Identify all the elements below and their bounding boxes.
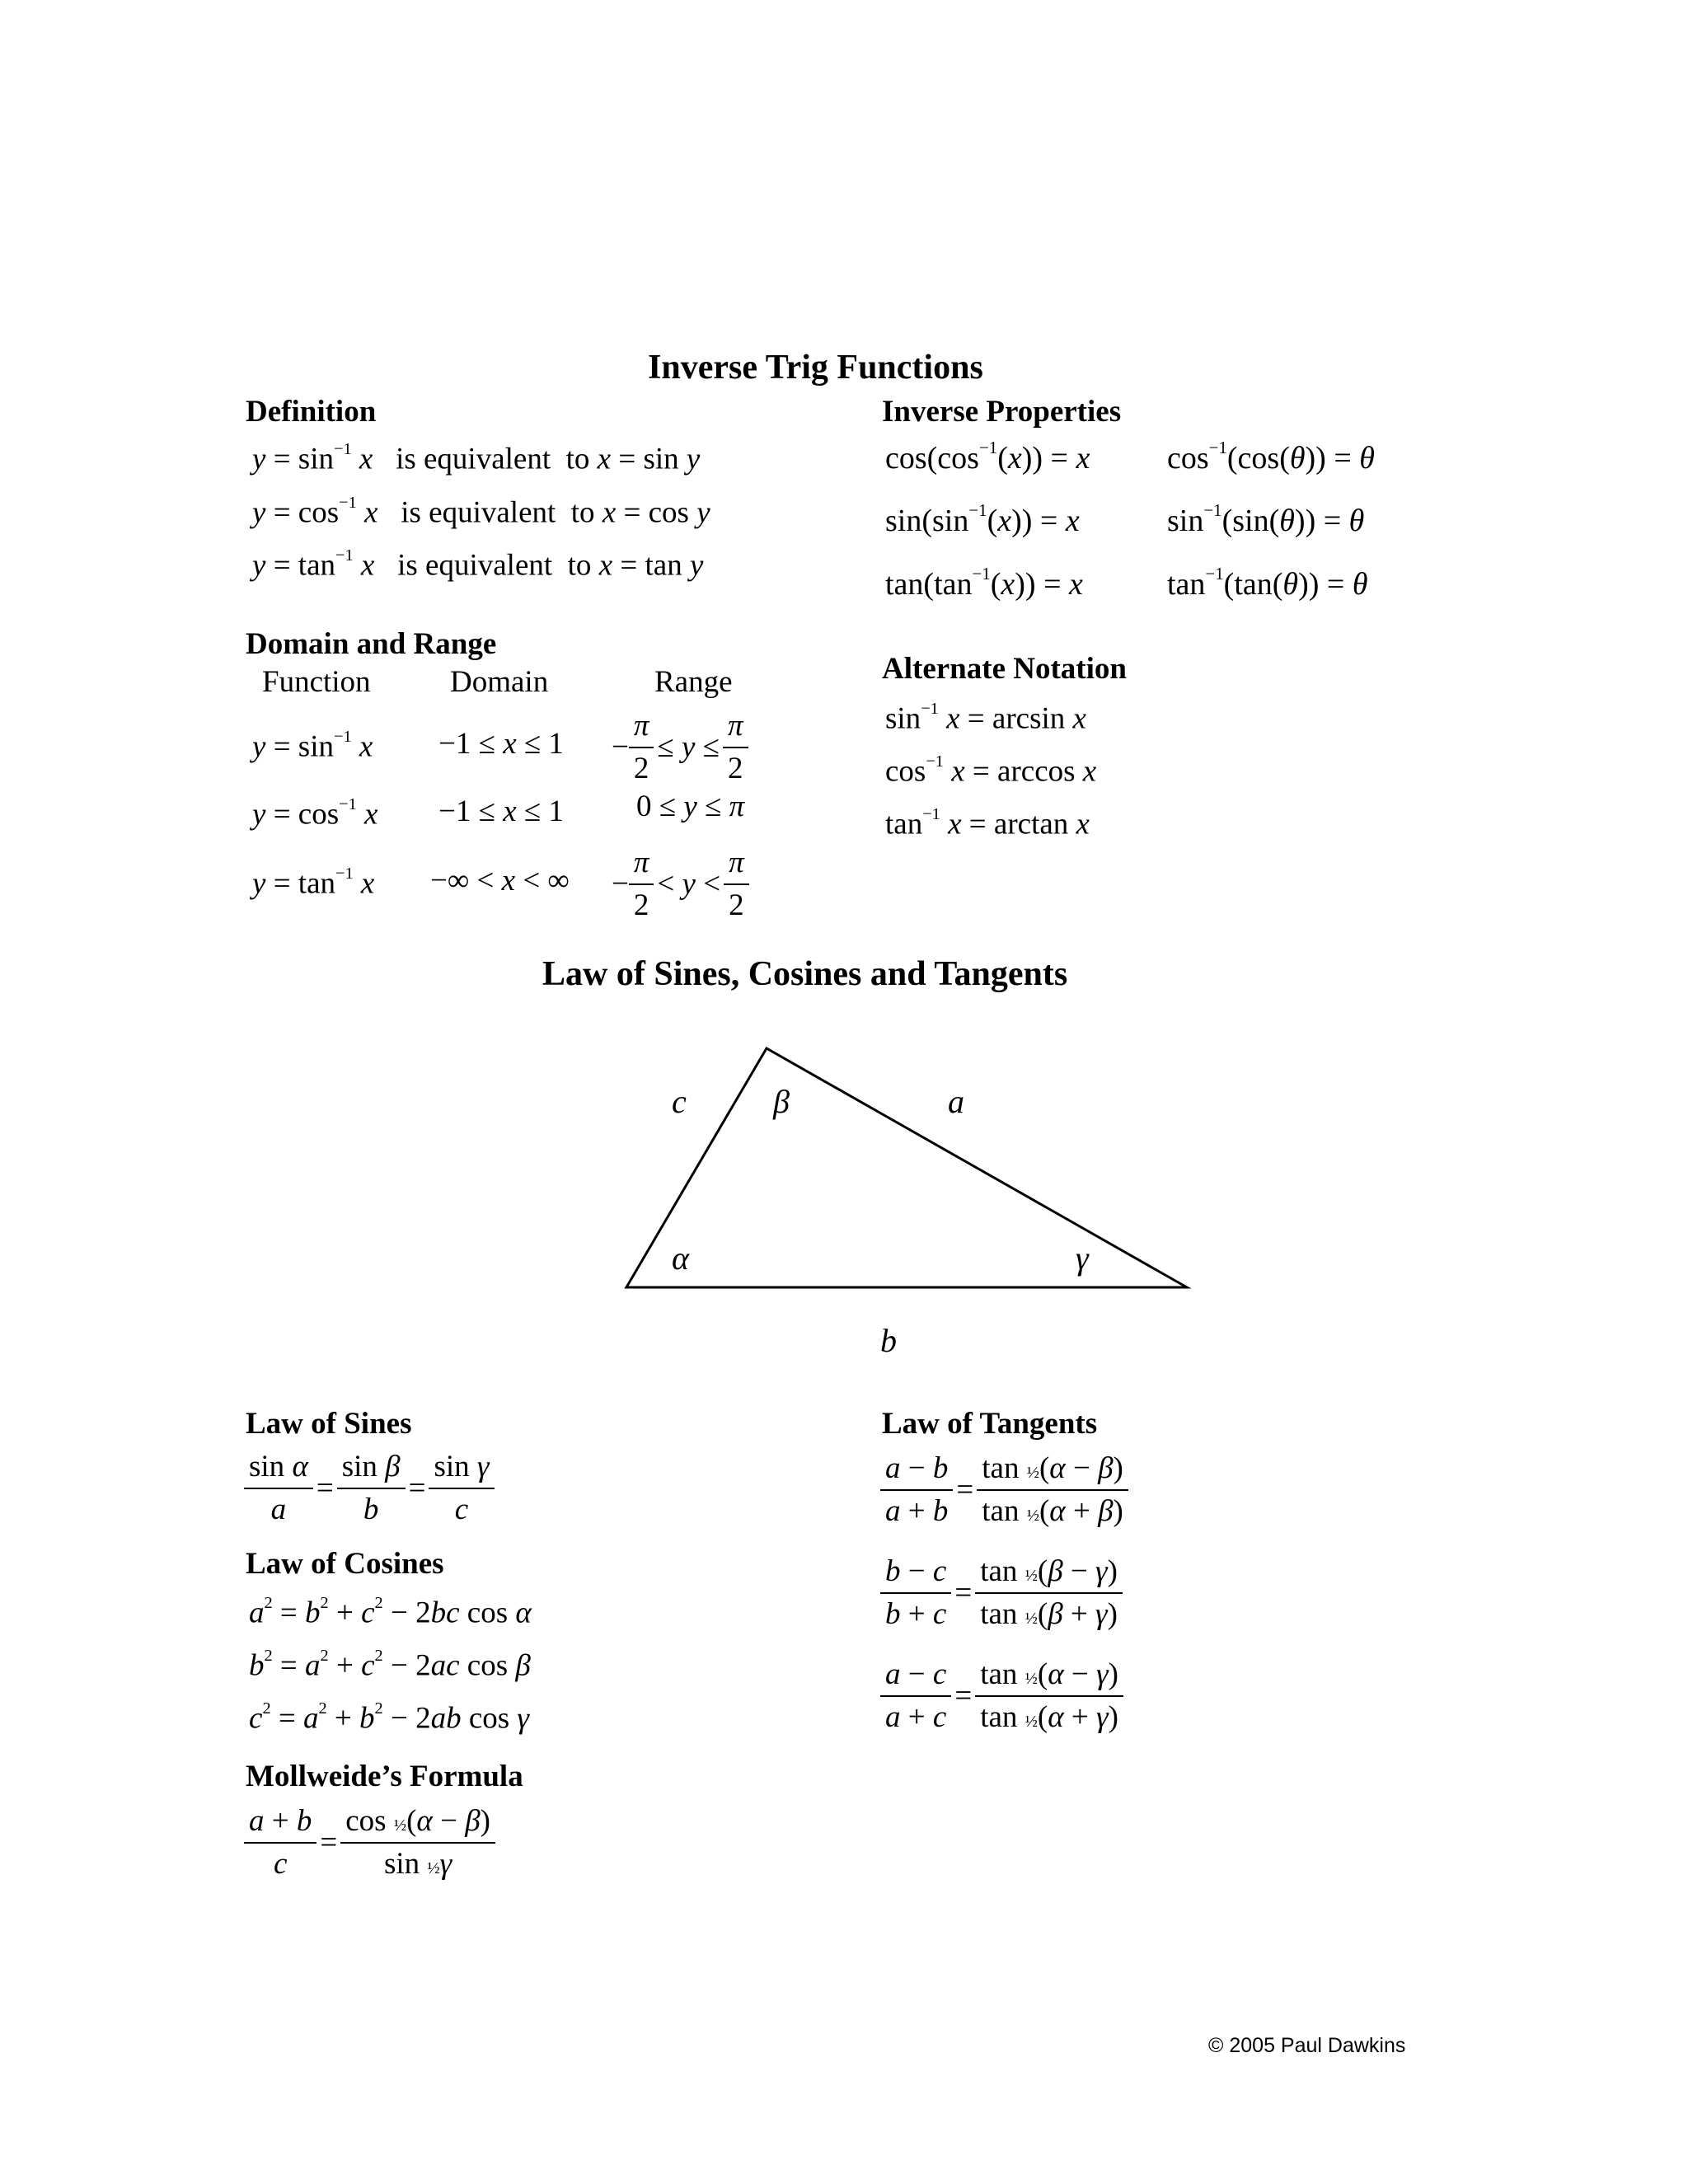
dr-function-cos: $y = \cos^{-1} x$ <box>252 795 378 832</box>
property-tan-x: $\tan(\tan^{-1}(x)) = x$ <box>885 564 1083 602</box>
property-sin-theta: $\sin^{-1}(\sin(\theta)) = \theta$ <box>1167 500 1365 538</box>
inverse-properties-heading: Inverse Properties <box>882 395 1122 429</box>
triangle-shape <box>626 1048 1187 1287</box>
property-tan-theta: $\tan^{-1}(\tan(\theta)) = \theta$ <box>1167 564 1368 602</box>
equivalent-text: is equivalent <box>397 548 553 583</box>
law-of-sines-formula: $\frac{\text{sin α}}{a}$ = $\frac{\text{sin β}}{b}$ = $\frac{\text{sin γ}}{c}$ <box>244 1446 495 1530</box>
definition-sin: $y = \sin^{-1} x$ is equivalent to x = sin y <box>252 440 701 476</box>
definition-tan: $y = \tan^{-1} x$ is equivalent to x = tan y <box>252 546 704 583</box>
triangle-diagram <box>610 1030 1203 1376</box>
angle-gamma-label: γ <box>1076 1240 1089 1277</box>
notation-arccos: $\cos^{-1} x = \arccos x$ <box>885 752 1097 789</box>
mollweide-heading: Mollweide’s Formula <box>246 1760 523 1793</box>
dr-domain-sin: −1 ≤ x ≤ 1 <box>438 727 564 761</box>
dr-function-sin: $y = \sin^{-1} x$ <box>252 728 373 764</box>
law-of-tangents-heading: Law of Tangents <box>882 1407 1098 1441</box>
definition-heading: Definition <box>246 395 377 429</box>
angle-beta-label: β <box>773 1083 790 1120</box>
equivalent-text: is equivalent <box>396 442 551 476</box>
law-of-cosines-c: $c^2 = a^2 + b^2 - 2ab$ cos γ <box>249 1699 529 1736</box>
property-cos-theta: $\cos^{-1}(\cos(\theta)) = \theta$ <box>1167 438 1375 476</box>
column-domain: Domain <box>450 665 549 699</box>
law-of-tangents-ab: $\frac{a - b}{a + b}$ = $\frac{\text{tan ½(α − β)}}{\text{tan ½(α + β)}}$ <box>880 1448 1128 1532</box>
laws-title: Law of Sines, Cosines and Tangents <box>542 955 1068 993</box>
law-of-cosines-heading: Law of Cosines <box>246 1547 444 1581</box>
dr-domain-cos: −1 ≤ x ≤ 1 <box>438 794 564 828</box>
property-cos-x: $\cos(\cos^{-1}(x)) = x$ <box>885 438 1090 476</box>
to-text: to <box>567 548 592 583</box>
law-of-sines-heading: Law of Sines <box>246 1407 412 1441</box>
angle-alpha-label: α <box>672 1240 689 1277</box>
notation-arcsin: $\sin^{-1} x = \arcsin x$ <box>885 700 1086 736</box>
notation-arctan: $\tan^{-1} x = \arctan x$ <box>885 805 1090 841</box>
dr-domain-tan: −∞ < x < ∞ <box>430 864 570 898</box>
column-range: Range <box>654 665 733 699</box>
copyright-notice: © 2005 Paul Dawkins <box>1208 2034 1406 2057</box>
dr-range-tan: − $\frac{\pi}{2}$ < y < $\frac{\pi}{2}$ <box>612 842 749 926</box>
side-c-label: c <box>672 1083 687 1120</box>
law-of-tangents-ac: $\frac{a - c}{a + c}$ = $\frac{\text{tan ½(α − γ)}}{\text{tan ½(α + γ)}}$ <box>880 1654 1123 1738</box>
domain-range-heading: Domain and Range <box>246 627 497 661</box>
property-sin-x: $\sin(\sin^{-1}(x)) = x$ <box>885 500 1080 538</box>
to-text: to <box>565 442 590 476</box>
column-function: Function <box>262 665 371 699</box>
to-text: to <box>570 495 595 530</box>
inverse-trig-title: Inverse Trig Functions <box>648 349 983 387</box>
definition-cos: $y = \cos^{-1} x$ is equivalent to x = cos y <box>252 494 710 530</box>
equivalent-text: is equivalent <box>401 495 556 530</box>
dr-function-tan: $y = \tan^{-1} x$ <box>252 865 375 901</box>
law-of-cosines-a: $a^2 = b^2 + c^2 - 2bc$ cos α <box>249 1594 532 1630</box>
law-of-tangents-bc: $\frac{b - c}{b + c}$ = $\frac{\text{tan ½(β − γ)}}{\text{tan ½(β + γ)}}$ <box>880 1551 1123 1635</box>
dr-range-cos: 0 ≤ y ≤ π <box>636 790 745 823</box>
law-of-cosines-b: $b^2 = a^2 + c^2 - 2ac$ cos β <box>249 1647 531 1683</box>
dr-range-sin: − $\frac{\pi}{2}$ ≤ y ≤ $\frac{\pi}{2}$ <box>612 705 748 790</box>
side-b-label: b <box>880 1322 897 1359</box>
mollweide-formula: $\frac{a + b}{c}$ = $\frac{\text{cos ½(α − β)}}{\text{sin ½γ}}$ <box>244 1801 495 1885</box>
alternate-notation-heading: Alternate Notation <box>882 652 1127 686</box>
side-a-label: a <box>948 1083 964 1120</box>
